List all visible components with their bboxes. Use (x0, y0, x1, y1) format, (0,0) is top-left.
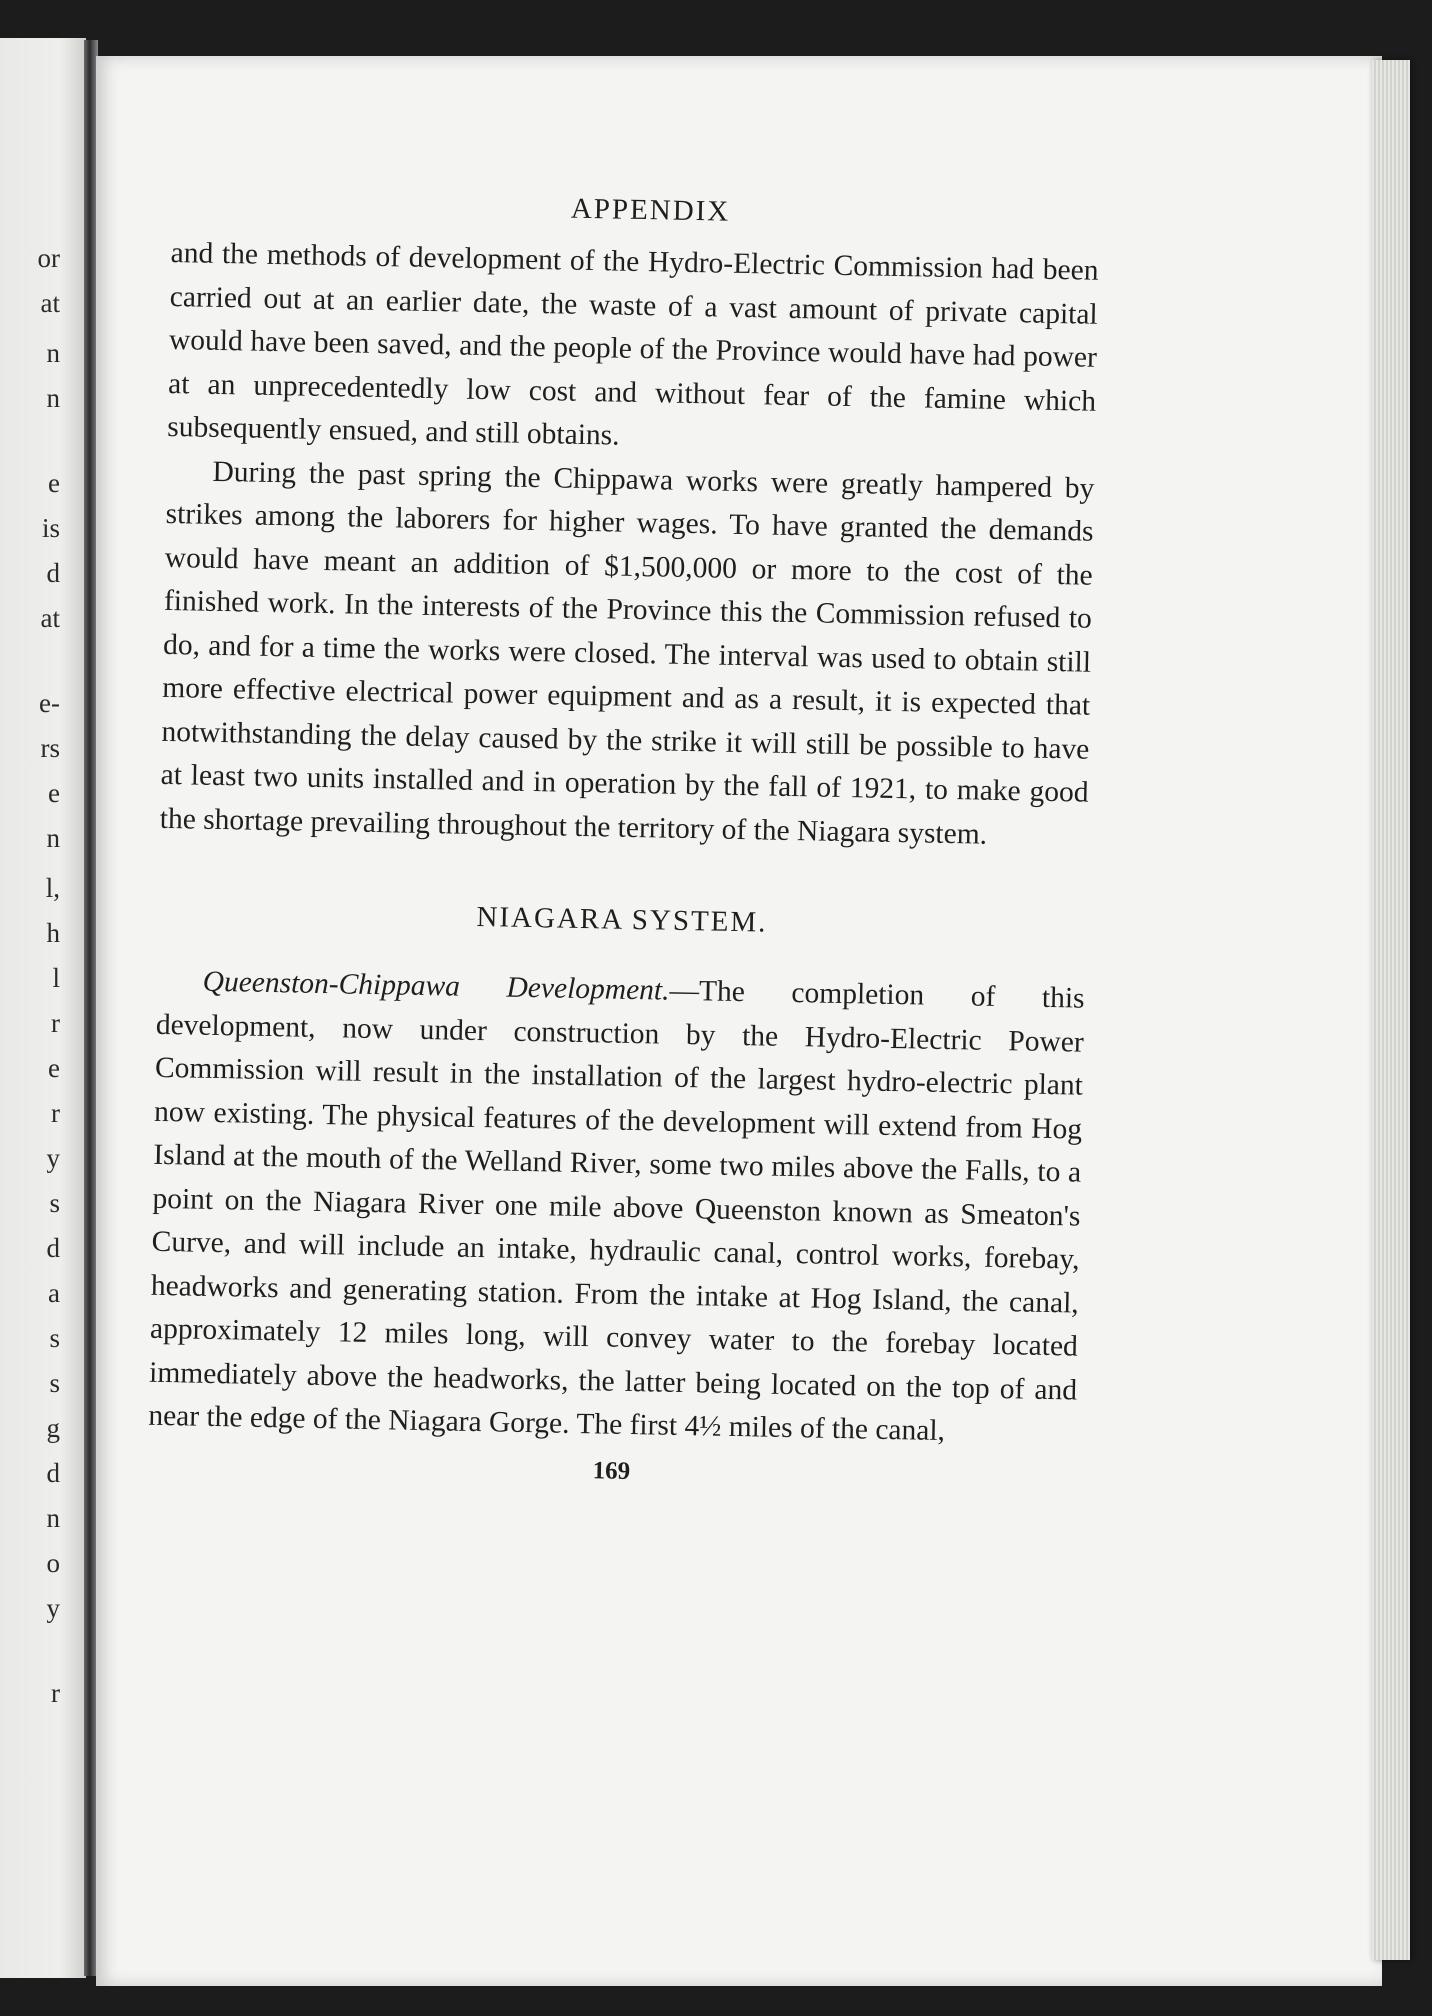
previous-page-fragment: s (49, 1323, 60, 1353)
previous-page-fragment: e- (39, 688, 60, 718)
previous-page-fragment: n (46, 338, 60, 368)
previous-page-fragment: h (46, 918, 60, 948)
previous-page-fragment: e (48, 1053, 60, 1083)
previous-page-fragment: at (40, 603, 60, 633)
previous-page-fragment: is (41, 513, 60, 543)
running-head: APPENDIX (570, 192, 731, 228)
previous-page-fragment: n (46, 1503, 60, 1533)
previous-page-fragment: y (46, 1593, 60, 1623)
previous-page-fragment: rs (40, 733, 60, 763)
page-number: 169 (592, 1456, 631, 1485)
previous-page-fragment: e (48, 468, 60, 498)
previous-page-fragment: l, (45, 873, 60, 903)
previous-page-fragment: at (40, 288, 60, 318)
paragraph-body: —The completion of this development, now under construction by the Hydro-Electric Power Commission will result in the installation of the largest hydro-electric plant now existing. The physical features of the development will extend from Hog Island at the mouth of the Welland River, some two miles above the Falls, to a point on the Niagara River one mile above Queenston known as Smeaton's Curve, and will include an intake, hydraulic canal, control works, forebay, headworks and generating station. From the intake at Hog Island, the canal, approximately 12 miles long, will convey water to the forebay located immediately above the headworks, the latter being located on the top of and near the edge of the Niagara Gorge. The first 4½ miles of the canal, (148, 974, 1085, 1448)
previous-page-fragment: n (46, 383, 60, 413)
previous-page-fragment: r (51, 1008, 60, 1038)
previous-page-fragment: r (51, 1098, 60, 1128)
previous-page-fragment: r (51, 1678, 60, 1708)
previous-page-fragment: or (37, 243, 60, 273)
page-stack-edges (1372, 60, 1410, 1960)
previous-page-fragment: l (52, 963, 60, 993)
previous-page-fragment: y (46, 1143, 60, 1173)
previous-page-fragment: n (46, 823, 60, 853)
paragraph-chippawa-strikes: During the past spring the Chippawa works were greatly hampered by strikes among the laborers for higher wages. To have granted the demands would have meant an addition of $1,500,000 or more to the cost of the finished work. In the interests of the Province this the Commission refused to do, and for a time the works were closed. The interval was used to obtain still more effective electrical power equipment and as a result, it is expected that notwithstanding the delay caused by the strike it will still be possible to have at least two units installed and in operation by the fall of 1921, to make good the shortage prevailing throughout the territory of the Niagara system. (159, 455, 1095, 851)
previous-page-fragment: e (48, 778, 60, 808)
section-heading: NIAGARA SYSTEM. (476, 900, 768, 939)
previous-page-fragment: g (46, 1413, 60, 1443)
previous-page-fragment: a (48, 1278, 60, 1308)
paragraph-lead-italic: Queenston-Chippawa Development. (202, 965, 670, 1007)
paragraph-continuation: and the methods of development of the Hydro-Electric Commission had been carried out at an earlier date, the waste of a vast amount of private capital would have been saved, and the people of the Province would have had power at an unprecedentedly low cost and without fear of the famine which subsequently ensued, and still obtains. (167, 236, 1099, 452)
previous-page-fragment: d (46, 1233, 60, 1263)
previous-page-edge (0, 38, 86, 1978)
page-content (147, 185, 1100, 1494)
previous-page-fragment: s (49, 1368, 60, 1398)
previous-page-fragment: s (49, 1188, 60, 1218)
previous-page-fragment: d (46, 1458, 60, 1488)
previous-page-fragment: o (46, 1548, 60, 1578)
previous-page-fragment: d (46, 558, 60, 588)
paragraph-queenston-chippawa (148, 960, 1085, 1456)
